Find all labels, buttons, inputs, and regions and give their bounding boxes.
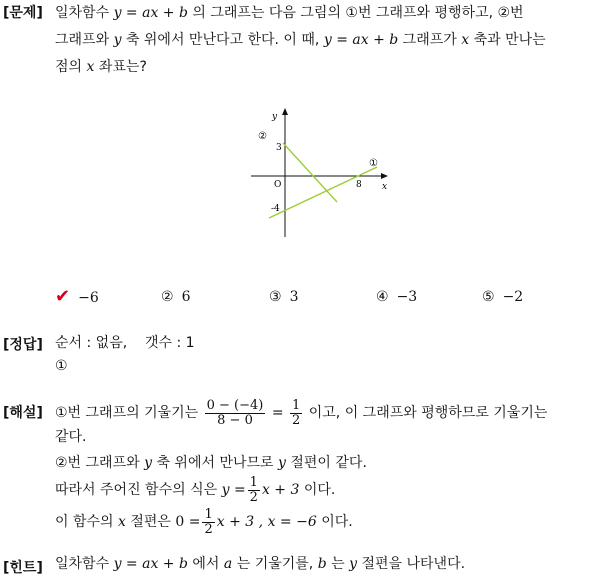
explanation-line-1 <box>55 393 547 433</box>
choice-number: ④ <box>376 289 389 305</box>
fraction-denominator: 2 <box>292 412 301 428</box>
fraction-numerator: 1 <box>292 397 301 413</box>
problem-text: 그래프와 <box>55 32 110 48</box>
explanation-text: ①번 그래프의 기울기는 <box>55 405 199 421</box>
x-tick-8: 8 <box>356 180 362 190</box>
fraction <box>248 476 260 505</box>
variable: x <box>86 59 95 75</box>
equation: x + 3 , <box>216 514 264 530</box>
line-1-label: ① <box>369 158 378 169</box>
choice-value: 6 <box>181 289 191 305</box>
equals-sign: = <box>271 405 284 421</box>
choice-3[interactable] <box>269 289 298 305</box>
fraction <box>290 399 302 428</box>
explanation-text: 절편은 <box>130 514 171 530</box>
variable: a <box>223 556 233 572</box>
choice-number: ② <box>161 289 174 305</box>
problem-line-3 <box>55 57 147 77</box>
equation: y = ax + b <box>323 32 399 48</box>
equation: x = −6 <box>267 514 317 530</box>
explanation-text: 이다. <box>321 514 353 530</box>
line-2-label: ② <box>258 131 267 142</box>
answer-label: [정답] <box>3 337 43 353</box>
hint-text: 일차함수 <box>55 556 110 572</box>
explanation-label: [해설] <box>3 405 43 421</box>
explanation-text: 이고, 이 그래프와 평행하므로 기울기는 <box>308 405 548 421</box>
problem-text: 좌표는? <box>98 59 147 75</box>
explanation-text: 따라서 주어진 함수의 식은 <box>55 482 218 498</box>
choice-number: ⑤ <box>482 289 495 305</box>
equation: y = <box>221 482 246 498</box>
fraction-numerator: 0 − (−4) <box>206 397 264 413</box>
choice-1[interactable] <box>55 286 99 307</box>
fraction-denominator: 2 <box>204 521 213 537</box>
hint-text: 에서 <box>192 556 220 572</box>
choice-value: −3 <box>396 289 418 305</box>
equation: x + 3 <box>261 482 300 498</box>
equation: y = ax + b <box>113 5 188 21</box>
x-axis-label: x <box>382 182 388 192</box>
variable: y <box>113 32 122 48</box>
problem-text: 축과 만나는 <box>473 32 546 48</box>
explanation-text: 이 함수의 <box>55 514 114 530</box>
problem-text: 의 그래프는 다음 그림의 ①번 그래프와 평행하고, ②번 <box>192 5 524 21</box>
explanation-text: ②번 그래프와 <box>55 455 140 471</box>
y-axis-arrow <box>282 108 288 115</box>
explanation-text: 절편이 같다. <box>290 455 367 471</box>
x-axis-arrow <box>381 173 388 179</box>
variable: x <box>461 32 470 48</box>
y-tick-3: 3 <box>276 143 282 153</box>
problem-text: 일차함수 <box>55 5 110 21</box>
hint-line <box>55 554 465 574</box>
hint-text: 는 기울기를, <box>236 556 314 572</box>
explanation-text: 축 위에서 만나므로 <box>156 455 274 471</box>
hint-text: 는 <box>331 556 345 572</box>
variable: y <box>144 455 152 471</box>
fraction-numerator: 1 <box>249 474 258 490</box>
fraction-denominator: 8 − 0 <box>217 412 253 428</box>
hint-text: 절편을 나타낸다. <box>361 556 466 572</box>
variable: y <box>278 455 286 471</box>
choice-value: −2 <box>502 289 524 305</box>
graph-line-2 <box>283 143 337 202</box>
y-tick-neg-4: -4 <box>271 204 280 214</box>
problem-line-1 <box>55 3 524 23</box>
equation: 0 = <box>175 514 201 530</box>
graph <box>245 105 395 245</box>
variable: b <box>317 556 327 572</box>
fraction-numerator: 1 <box>204 506 213 522</box>
choice-4[interactable] <box>376 289 417 305</box>
hint-label: [힌트] <box>3 560 43 576</box>
problem-line-2 <box>55 30 546 50</box>
equation: y = ax + b <box>113 556 188 572</box>
origin-label: O <box>274 180 282 190</box>
explanation-line-2: 같다. <box>55 429 87 445</box>
answer-line-2: ① <box>55 358 68 374</box>
choice-number: ③ <box>269 289 282 305</box>
y-axis-label: y <box>272 112 278 122</box>
fraction <box>202 508 214 537</box>
answer-line-1: 순서 : 없음, 갯수 : 1 <box>55 335 195 351</box>
explanation-line-5 <box>55 502 353 542</box>
choice-2[interactable] <box>161 289 190 305</box>
problem-label: [문제] <box>3 5 43 21</box>
check-icon: ✔ <box>55 286 71 307</box>
problem-text: 점의 <box>55 59 83 75</box>
variable: y <box>349 556 358 572</box>
variable: x <box>118 514 126 530</box>
choice-value: −6 <box>78 290 99 306</box>
problem-text: 축 위에서 만난다고 한다. 이 때, <box>125 32 320 48</box>
fraction-denominator: 2 <box>249 489 258 505</box>
choice-value: 3 <box>289 289 299 305</box>
problem-text: 그래프가 <box>402 32 457 48</box>
choice-5[interactable] <box>482 289 523 305</box>
explanation-text: 이다. <box>303 482 336 498</box>
fraction <box>205 399 266 428</box>
